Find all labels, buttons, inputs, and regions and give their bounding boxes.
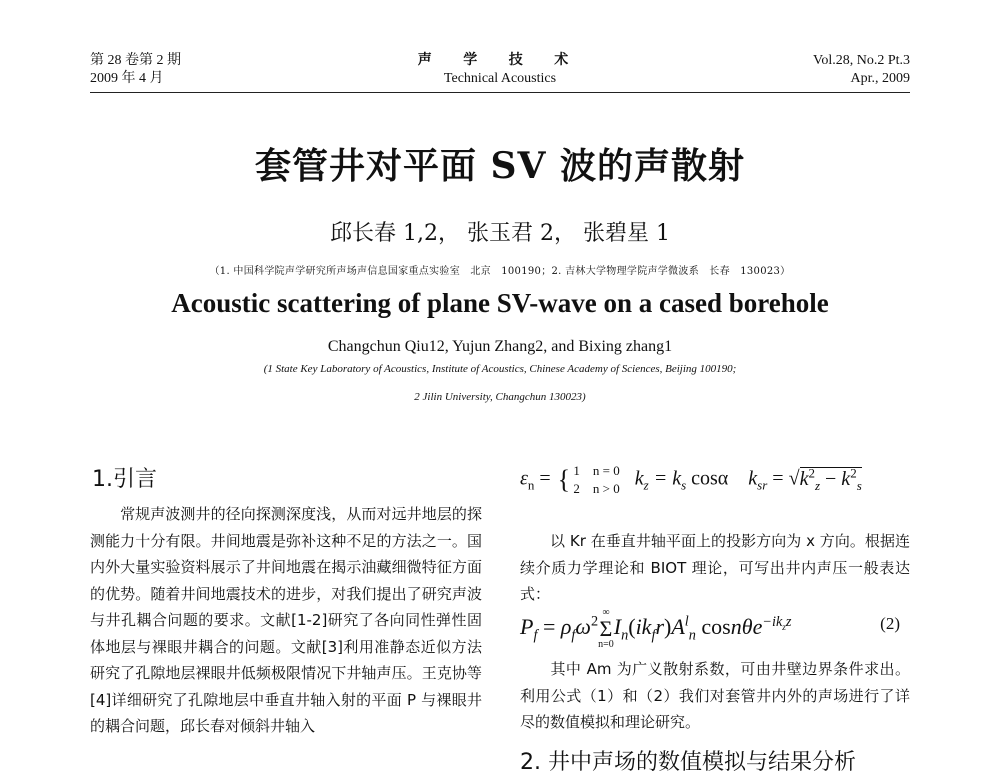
- eq1-cos-alpha: cosα: [686, 467, 729, 490]
- header-rule: [90, 92, 910, 93]
- equation-2: $P_f = \rho_f\omega^2$ ∞ Σ n=0 $I_n(ik_fr)A^l_n$ cosnθe$^{-ik_zz}$: [520, 607, 792, 650]
- eq1-minus: −: [820, 467, 842, 490]
- right-paragraph-1-text: 以 Kr 在垂直井轴平面上的投影方向为 x 方向。根据连续介质力学理论和 BIOT 理论，可写出井内声压一般表达式：: [520, 532, 910, 603]
- volume-issue-cn: 第 28 卷第 2 期: [90, 53, 181, 68]
- eq1-term1: k: [799, 467, 809, 490]
- eq1-term2-sup: 2: [850, 464, 857, 480]
- volume-issue-en: Vol.28, No.2 Pt.3: [813, 53, 910, 68]
- eq1-epsilon-sub: n: [527, 477, 535, 493]
- eq1-ksr-sub: sr: [757, 477, 768, 493]
- affiliation-en-2: 2 Jilin University, Changchun 130023): [414, 391, 586, 403]
- eq1-term2-sub: s: [856, 477, 862, 493]
- affiliation-en-1: (1 State Key Laboratory of Acoustics, Institute of Acoustics, Chinese Academy of Sciences, Beijing 100190;: [263, 363, 737, 375]
- section-1-text: 常规声波测井的径向探测深度浅，从而对远井地层的探测能力十分有限。井间地震是弥补这种不足的方法之一。国内外大量实验资料展示了井间地震在揭示油藏细微特征方面的优势。随着井间地震技术的进步，对我们提出了研究声波与井孔耦合问题的要求。文献[1-2]研究了各向同性弹性固体地层与裸眼井耦合的问题。文献[3]利用准静态近似方法研究了孔隙地层裸眼井低频极限情况下井轴声压。王克协等[4]详细研究了孔隙地层中垂直井轴入射的平面 P 与裸眼井的耦合问题，邱长春对倾斜井轴入: [90, 505, 482, 735]
- eq1-cases: { 1 n = 0 2 n > 0: [557, 463, 620, 496]
- journal-name-cn: 声 学 技 术: [417, 53, 583, 68]
- eq1-ks: = k: [648, 467, 682, 490]
- equation-1: $\varepsilon_n$ = { 1 n = 0 2 n > 0 $k_z = k_s$ cosα $k_{sr} = √k^2_z - k^2_s$: [520, 463, 862, 496]
- eq1-term1-sup: 2: [808, 464, 815, 480]
- eq1-case-2: 2 n > 0: [573, 481, 620, 496]
- eq1-kz-sub: z: [643, 477, 649, 493]
- section-1-heading: 1.引言: [92, 467, 157, 492]
- eq1-sqrt: = √: [767, 467, 800, 490]
- paper-title-en: Acoustic scattering of plane SV-wave on a cased borehole: [171, 288, 829, 318]
- eq1-term2: k: [841, 467, 851, 490]
- right-paragraph-1: [520, 528, 910, 608]
- date-en: Apr., 2009: [850, 71, 910, 86]
- eq1-epsilon: ε: [520, 467, 528, 490]
- authors-cn: 邱长春 1,2， 张玉君 2， 张碧星 1: [330, 221, 670, 246]
- eq1-term1-sub: z: [814, 477, 821, 493]
- right-paragraph-2-text: 其中 Am 为广义散射系数，可由井壁边界条件求出。利用公式（1）和（2）我们对套管井内外的声场进行了详尽的数值模拟和理论研究。: [520, 660, 910, 731]
- eq1-kz: k: [634, 467, 644, 490]
- paper-title-cn: 套管井对平面 SV 波的声散射: [255, 145, 745, 187]
- header-right: [813, 52, 910, 88]
- authors-en: Changchun Qiu12, Yujun Zhang2, and Bixing zhang1: [327, 338, 673, 355]
- section-1-paragraph: [90, 501, 482, 740]
- eq1-ks-sub: s: [681, 477, 687, 493]
- date-cn: 2009 年 4 月: [90, 71, 164, 86]
- eq1-case-1: 1 n = 0: [573, 463, 620, 478]
- eq1-ksr: k: [748, 467, 758, 490]
- affiliations-cn: （1. 中国科学院声学研究所声场声信息国家重点实验室 北京 100190；2. 吉林大学物理学院声学微波系 长春 130023）: [209, 266, 791, 277]
- section-2-heading: 2. 井中声场的数值模拟与结果分析: [520, 750, 856, 775]
- equation-2-number: (2): [880, 614, 900, 633]
- right-paragraph-2: [520, 656, 910, 736]
- journal-name-en: Technical Acoustics: [443, 71, 557, 86]
